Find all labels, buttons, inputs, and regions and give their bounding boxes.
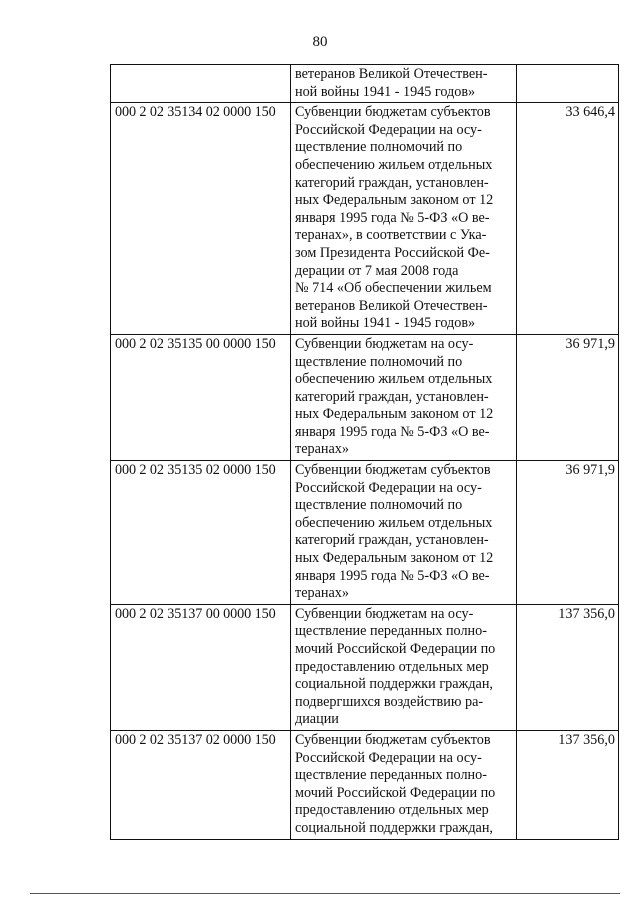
description-line: ных Федеральным законом от 12 xyxy=(295,550,494,567)
row-amount: 33 646,4 xyxy=(517,103,619,335)
description-line: Российской Федерации на осу- xyxy=(295,749,482,766)
description-line: теранах» xyxy=(295,441,349,458)
row-description xyxy=(291,730,517,839)
table-row xyxy=(111,65,619,103)
description-line: обеспечению жильем отдельных xyxy=(295,156,493,173)
description-line: мочий Российской Федерации по xyxy=(295,784,496,801)
row-amount: 36 971,9 xyxy=(517,334,619,460)
description-line: ществление полномочий по xyxy=(295,139,463,156)
description-line: обеспечению жильем отдельных xyxy=(295,371,493,388)
description-line: Субвенции бюджетам на осу- xyxy=(295,605,474,622)
description-line: категорий граждан, установлен- xyxy=(295,174,489,191)
table-row xyxy=(111,103,619,335)
row-code: 000 2 02 35134 02 0000 150 xyxy=(111,103,291,335)
table-row xyxy=(111,334,619,460)
row-amount: 137 356,0 xyxy=(517,604,619,730)
description-line: теранах», в соответствии с Ука- xyxy=(295,227,487,244)
row-code: 000 2 02 35135 00 0000 150 xyxy=(111,334,291,460)
description-line: предоставлению отдельных мер xyxy=(295,658,489,675)
description-line: предоставлению отдельных мер xyxy=(295,802,489,819)
description-line: обеспечению жильем отдельных xyxy=(295,514,493,531)
description-line: Субвенции бюджетам субъектов xyxy=(295,731,491,748)
scan-edge-line xyxy=(30,893,620,894)
description-line: категорий граждан, установлен- xyxy=(295,388,489,405)
row-code: 000 2 02 35137 02 0000 150 xyxy=(111,730,291,839)
description-line: подвергшихся воздействию ра- xyxy=(295,693,484,710)
row-description xyxy=(291,334,517,460)
table-row xyxy=(111,604,619,730)
description-line: ной войны 1941 - 1945 годов» xyxy=(295,83,476,100)
description-line: ветеранов Великой Отечествен- xyxy=(295,66,488,82)
row-description xyxy=(291,604,517,730)
description-line: дерации от 7 мая 2008 года xyxy=(295,262,459,279)
row-code: 000 2 02 35135 02 0000 150 xyxy=(111,461,291,605)
description-line: теранах» xyxy=(295,585,349,602)
table-row xyxy=(111,461,619,605)
page-number: 80 xyxy=(312,34,328,50)
row-amount xyxy=(517,65,619,103)
description-line: мочий Российской Федерации по xyxy=(295,641,496,657)
description-line: января 1995 года № 5-ФЗ «О ве- xyxy=(295,423,490,440)
row-code: 000 2 02 35137 00 0000 150 xyxy=(111,604,291,730)
row-description xyxy=(291,461,517,605)
row-code xyxy=(111,65,291,103)
description-line: Российской Федерации на осу- xyxy=(295,121,482,138)
description-line: ществление полномочий по xyxy=(295,353,463,370)
row-amount: 36 971,9 xyxy=(517,461,619,605)
description-line: зом Президента Российской Фе- xyxy=(295,244,490,261)
row-amount: 137 356,0 xyxy=(517,730,619,839)
description-line: социальной поддержки граждан, xyxy=(295,676,493,693)
description-line: ной войны 1941 - 1945 годов» xyxy=(295,315,476,332)
row-description xyxy=(291,65,517,103)
description-line: ных Федеральным законом от 12 xyxy=(295,192,494,209)
budget-table xyxy=(110,64,619,840)
description-line: социальной поддержки граждан, xyxy=(295,819,493,836)
description-line: № 714 «Об обеспечении жильем xyxy=(295,280,492,297)
description-line: ветеранов Великой Отечествен- xyxy=(295,297,488,314)
description-line: января 1995 года № 5-ФЗ «О ве- xyxy=(295,567,490,584)
description-line: категорий граждан, установлен- xyxy=(295,532,489,549)
description-line: Субвенции бюджетам субъектов xyxy=(295,462,491,479)
description-line: января 1995 года № 5-ФЗ «О ве- xyxy=(295,209,490,226)
description-line: ществление полномочий по xyxy=(295,497,463,514)
description-line: ных Федеральным законом от 12 xyxy=(295,406,494,423)
description-line: ществление переданных полно- xyxy=(295,767,487,784)
description-line: Субвенции бюджетам на осу- xyxy=(295,335,474,352)
description-line: Российской Федерации на осу- xyxy=(295,479,482,496)
row-description xyxy=(291,103,517,335)
table-row xyxy=(111,730,619,839)
description-line: Субвенции бюджетам субъектов xyxy=(295,104,491,121)
description-line: ществление переданных полно- xyxy=(295,623,487,640)
description-line: диации xyxy=(295,711,339,728)
